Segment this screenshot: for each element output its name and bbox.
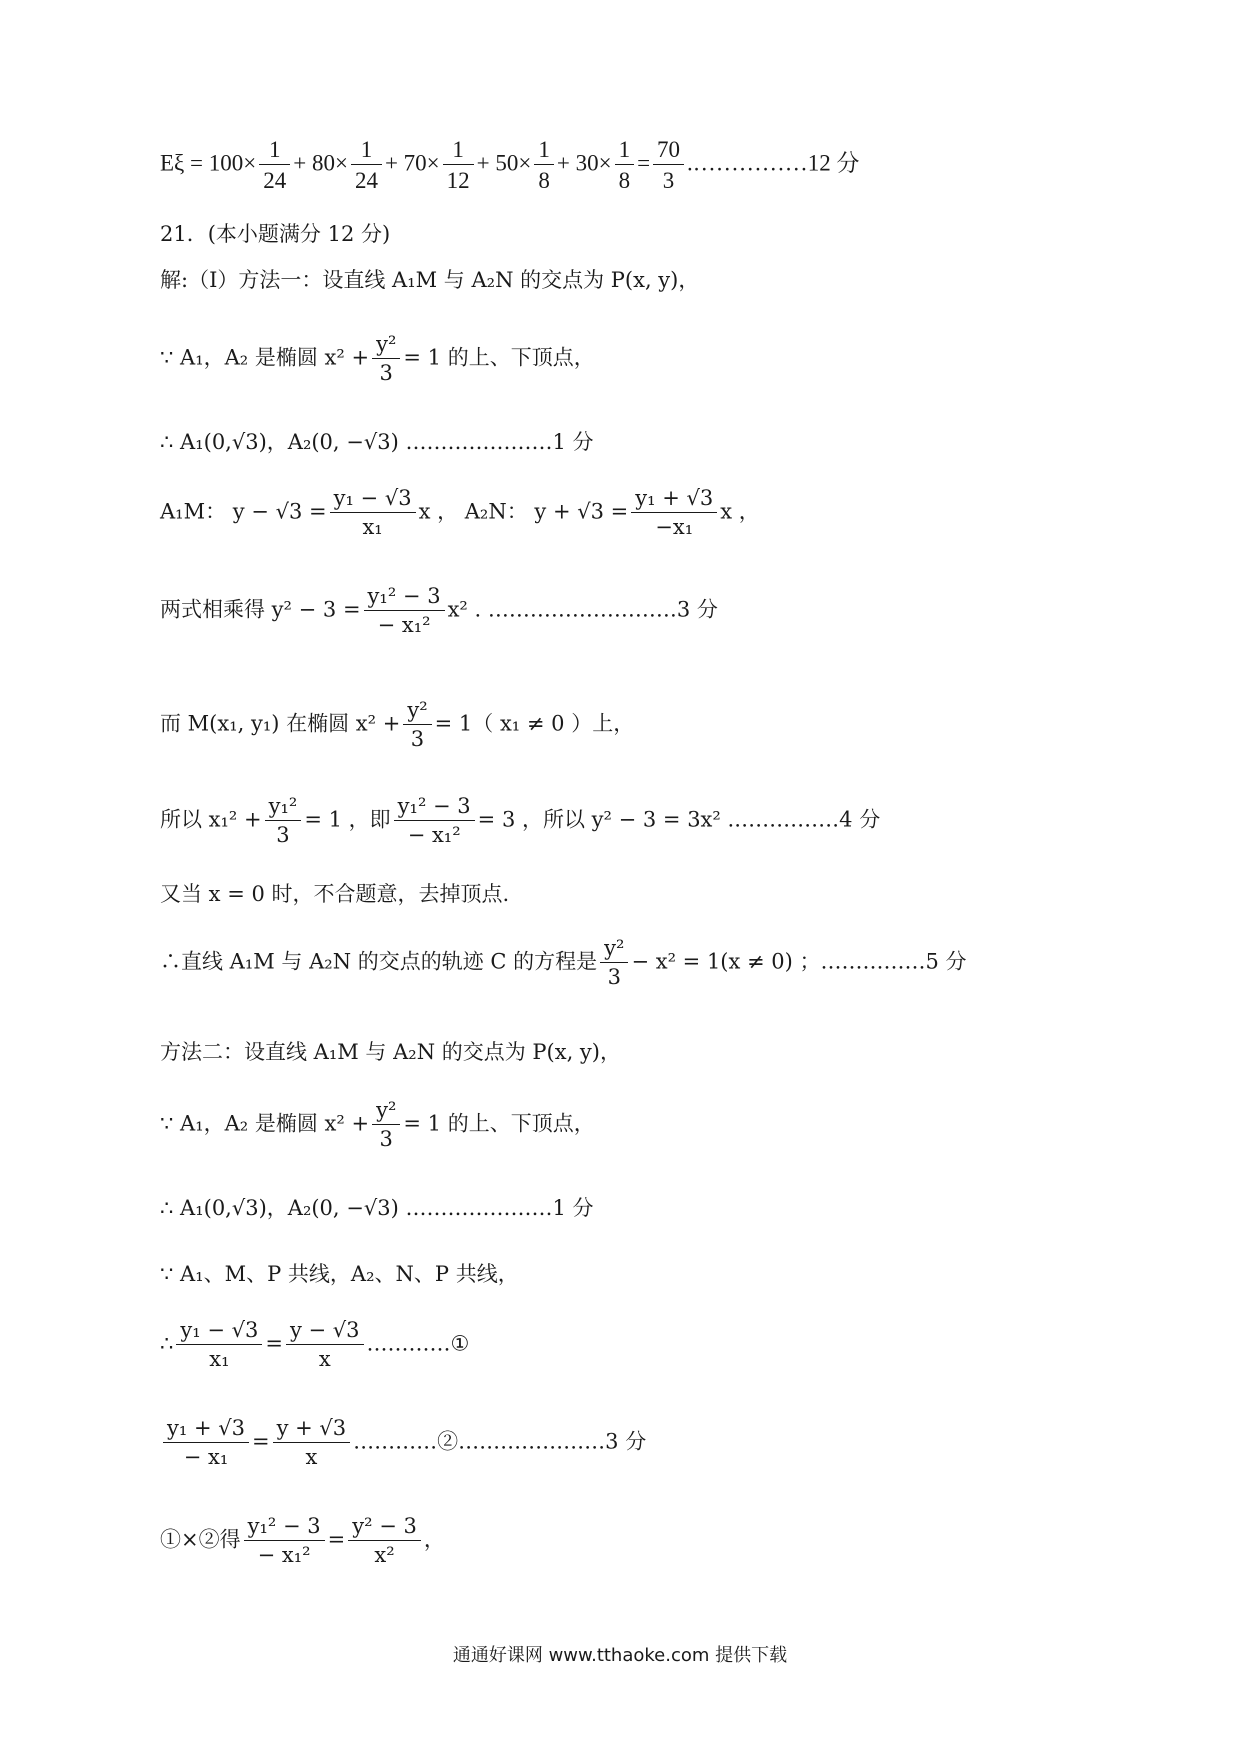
fraction: $\frac{\text{y₁²}}{3}$ xyxy=(265,796,302,846)
fraction: $\frac{1}{8}$ xyxy=(534,138,554,192)
text: 两式相乘得 y² − 3 = xyxy=(160,597,361,622)
term-op: + 30× xyxy=(556,150,612,176)
term-op: + 50× xyxy=(476,150,532,176)
equals: = xyxy=(251,1429,270,1454)
problem-heading: 21．(本小题满分 12 分) xyxy=(160,222,391,246)
trajectory-equation xyxy=(160,938,967,988)
text: x² . ………………………3 分 xyxy=(447,597,718,622)
fraction: $\frac{\text{y²}}{3}$ xyxy=(600,938,628,988)
score-note: .……………12 分 xyxy=(687,150,860,176)
line-equations xyxy=(160,488,760,538)
text: = 3 ，所以 y² − 3 = 3x² .……………4 分 xyxy=(477,807,881,832)
fraction: $\frac{1}{12}$ xyxy=(443,138,474,192)
text: = 1 ，即 xyxy=(304,807,391,832)
multiplied-equations xyxy=(160,1516,445,1566)
text: ， xyxy=(423,1527,445,1552)
fraction: $\frac{y - √3}{x}$ xyxy=(286,1320,364,1370)
fraction: $\frac{\text{y₁ − √3}}{\text{x₁}}$ xyxy=(176,1320,262,1370)
equals: = xyxy=(327,1527,346,1552)
fraction: $\frac{\text{y² − 3}}{\text{x²}}$ xyxy=(348,1516,421,1566)
method-one-intro: 解:（Ⅰ）方法一：设直线 A₁M 与 A₂N 的交点为 P(x, y)， xyxy=(160,268,700,292)
fraction: $\frac{1}{24}$ xyxy=(259,138,290,192)
term-op: + 70× xyxy=(384,150,440,176)
vertices-coords-2: ∴ A₁(0,√3)，A₂(0, −√3) …………………1 分 xyxy=(160,1196,594,1220)
text: …………① xyxy=(366,1331,470,1356)
text: = 1（ x₁ ≠ 0 ）上， xyxy=(434,711,635,736)
fraction: $\frac{1}{24}$ xyxy=(351,138,382,192)
text: = 1 的上、下顶点， xyxy=(403,1111,595,1136)
fraction: $\frac{\text{y₁ + √3}}{\text{−x₁}}$ xyxy=(631,488,717,538)
fraction: $\frac{\text{y²}}{3}$ xyxy=(372,1100,400,1150)
term-op: + 80× xyxy=(293,150,348,176)
fraction: $\frac{\text{y₁ + √3}}{\text{− x₁}}$ xyxy=(163,1418,249,1468)
text: 而 M(x₁, y₁) 在椭圆 x² + xyxy=(160,711,401,736)
expectation-lhs: Eξ = 100× xyxy=(160,150,257,176)
page-footer: 通通好课网 www.tthaoke.com 提供下载 xyxy=(452,1645,788,1666)
text: = 1 的上、下顶点， xyxy=(403,345,595,370)
vertices-coords: ∴ A₁(0,√3)，A₂(0, −√3) …………………1 分 xyxy=(160,430,594,454)
text: x ， xyxy=(720,499,760,524)
equals: = xyxy=(637,150,651,176)
expectation-line xyxy=(160,138,860,192)
substitution-step xyxy=(160,796,880,846)
collinear-statement: ∵ A₁、M、P 共线，A₂、N、P 共线， xyxy=(160,1262,519,1286)
point-on-ellipse xyxy=(160,700,634,750)
product-equation xyxy=(160,586,718,636)
equation-two xyxy=(160,1418,646,1468)
text: ∵ A₁，A₂ 是椭圆 x² + xyxy=(160,1111,370,1136)
vertices-statement-2 xyxy=(160,1100,595,1150)
text: − x² = 1(x ≠ 0) ；……………5 分 xyxy=(631,949,967,974)
text: …………②…………………3 分 xyxy=(353,1429,647,1454)
fraction: $\frac{\text{y²}}{3}$ xyxy=(403,700,431,750)
fraction: $\frac{\text{y₁ − √3}}{\text{x₁}}$ xyxy=(330,488,416,538)
text: A₁M： y − √3 = xyxy=(160,499,327,524)
method-two-intro: 方法二：设直线 A₁M 与 A₂N 的交点为 P(x, y)， xyxy=(160,1040,621,1064)
text: ∴直线 A₁M 与 A₂N 的交点的轨迹 C 的方程是 xyxy=(160,949,598,974)
fraction: $\frac{\text{y₁² − 3}}{\text{− x₁²}}$ xyxy=(364,586,445,636)
fraction: $\frac{y + √3}{x}$ xyxy=(273,1418,351,1468)
vertices-statement xyxy=(160,334,595,384)
fraction: $\frac{\text{y₁² − 3}}{\text{− x₁²}}$ xyxy=(244,1516,325,1566)
text: ∴ xyxy=(160,1331,174,1356)
fraction: $\frac{\text{y²}}{3}$ xyxy=(372,334,400,384)
exclude-vertices: 又当 x = 0 时，不合题意，去掉顶点. xyxy=(160,882,510,906)
fraction: $\frac{1}{8}$ xyxy=(615,138,635,192)
text: x ， A₂N： y + √3 = xyxy=(418,499,629,524)
text: ∵ A₁，A₂ 是椭圆 x² + xyxy=(160,345,370,370)
fraction: $\frac{\text{y₁² − 3}}{\text{− x₁²}}$ xyxy=(394,796,475,846)
fraction: $\frac{70}{3}$ xyxy=(653,138,684,192)
text: ①×②得 xyxy=(160,1527,241,1552)
equation-one xyxy=(160,1320,469,1370)
text: 所以 x₁² + xyxy=(160,807,262,832)
equals: = xyxy=(265,1331,283,1356)
